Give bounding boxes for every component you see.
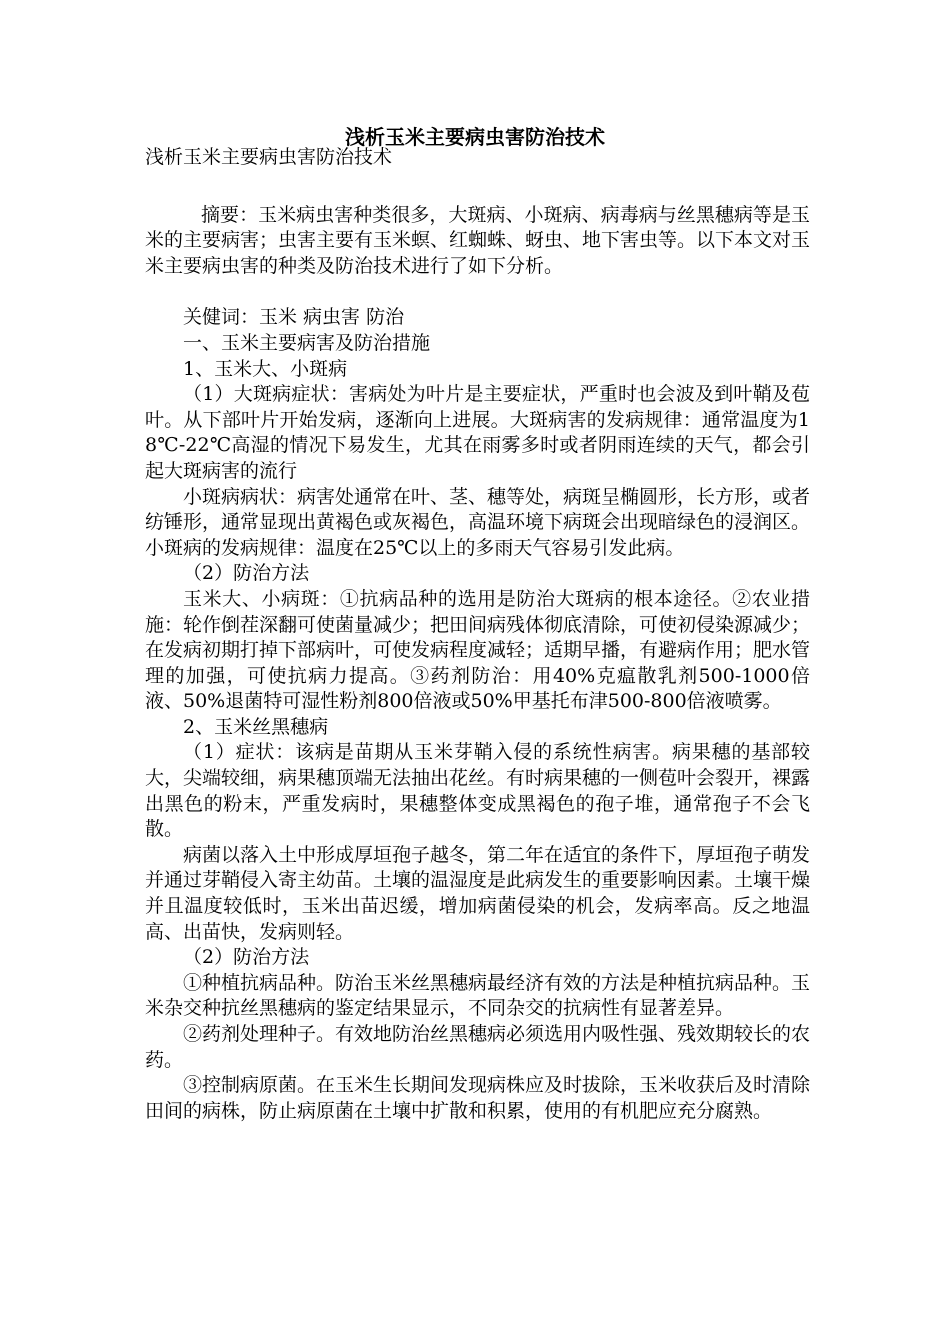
paragraph-head-smut-symptom: （1）症状：该病是苗期从玉米芽鞘入侵的系统性病害。病果穗的基部较大，尖端较细，病果穗顶端无法抽出花丝。有时病果穗的一侧苞叶会裂开，裸露出黑色的粉末，严重发病时，果穗整体变成黑褐色的孢子堆，通常孢子不会飞散。 — [145, 741, 811, 841]
abstract-paragraph: 摘要：玉米病虫害种类很多，大斑病、小斑病、病毒病与丝黑穗病等是玉米的主要病害；虫害主要有玉米螟、红蜘蛛、蚜虫、地下害虫等。以下本文对玉米主要病虫害的种类及防治技术进行了如下分析。 — [145, 203, 811, 277]
paragraph-pathogen-control: ③控制病原菌。在玉米生长期间发现病株应及时拔除，玉米收获后及时清除田间的病株，防止病原菌在土壤中扩散和积累，使用的有机肥应充分腐熟。 — [145, 1074, 811, 1122]
document-title: 浅析玉米主要病虫害防治技术 — [345, 125, 605, 149]
section-heading-diseases: 一、玉米主要病害及防治措施 — [183, 331, 431, 354]
subheading-head-smut-control: （2）防治方法 — [183, 946, 310, 969]
paragraph-small-spot-symptom: 小斑病病状：病害处通常在叶、茎、穗等处，病斑呈椭圆形，长方形，或者纺锤形，通常显现出黄褐色或灰褐色，高温环境下病斑会出现暗绿色的浸润区。小斑病的发病规律：温度在25℃以上的多雨天气容易引发此病。 — [145, 485, 811, 559]
spacer — [145, 171, 810, 203]
document-subtitle: 浅析玉米主要病虫害防治技术 — [145, 146, 393, 168]
paragraph-head-smut-pathogen: 病菌以落入土中形成厚垣孢子越冬，第二年在适宜的条件下，厚垣孢子萌发并通过芽鞘侵入寄主幼苗。土壤的温湿度是此病发生的重要影响因素。土壤干燥并且温度较低时，玉米出苗迟缓，增加病菌侵染的机会，发病率高。反之地温高、出苗快，发病则轻。 — [145, 843, 811, 943]
subheading-head-smut: 2、玉米丝黑穗病 — [183, 715, 329, 738]
keywords-line: 关健词：玉米 病虫害 防治 — [183, 306, 405, 329]
document-body — [145, 145, 810, 1124]
paragraph-resistant-varieties: ①种植抗病品种。防治玉米丝黑穗病最经济有效的方法是种植抗病品种。玉米杂交种抗丝黑穗病的鉴定结果显示，不同杂交的抗病性有显著差异。 — [145, 971, 811, 1020]
paragraph-large-spot-symptom: （1）大斑病症状：害病处为叶片是主要症状，严重时也会波及到叶鞘及苞叶。从下部叶片开始发病，逐渐向上进展。大斑病害的发病规律：通常温度为18℃-22℃高湿的情况下易发生，尤其在雨雾多时或者阴雨连续的天气，都会引起大斑病害的流行 — [145, 383, 810, 482]
subheading-leaf-spot-control: （2）防治方法 — [183, 562, 310, 585]
paragraph-leaf-spot-control: 玉米大、小病斑：①抗病品种的选用是防治大斑病的根本途径。②农业措施：轮作倒茬深翻可使菌量减少；把田间病残体彻底清除，可使初侵染源减少；在发病初期打掉下部病叶，可使发病程度减轻；适期早播，有避病作用；肥水管理的加强，可使抗病力提高。③药剂防治：用40%克瘟散乳剂500-1000倍液、50%退菌特可湿性粉剂800倍液或50%甲基托布津500-800倍液喷雾。 — [145, 587, 811, 713]
subheading-leaf-spot: 1、玉米大、小斑病 — [183, 357, 348, 380]
spacer — [145, 279, 810, 305]
paragraph-seed-treatment: ②药剂处理种子。有效地防治丝黑穗病必须选用内吸性强、残效期较长的农药。 — [145, 1023, 811, 1071]
